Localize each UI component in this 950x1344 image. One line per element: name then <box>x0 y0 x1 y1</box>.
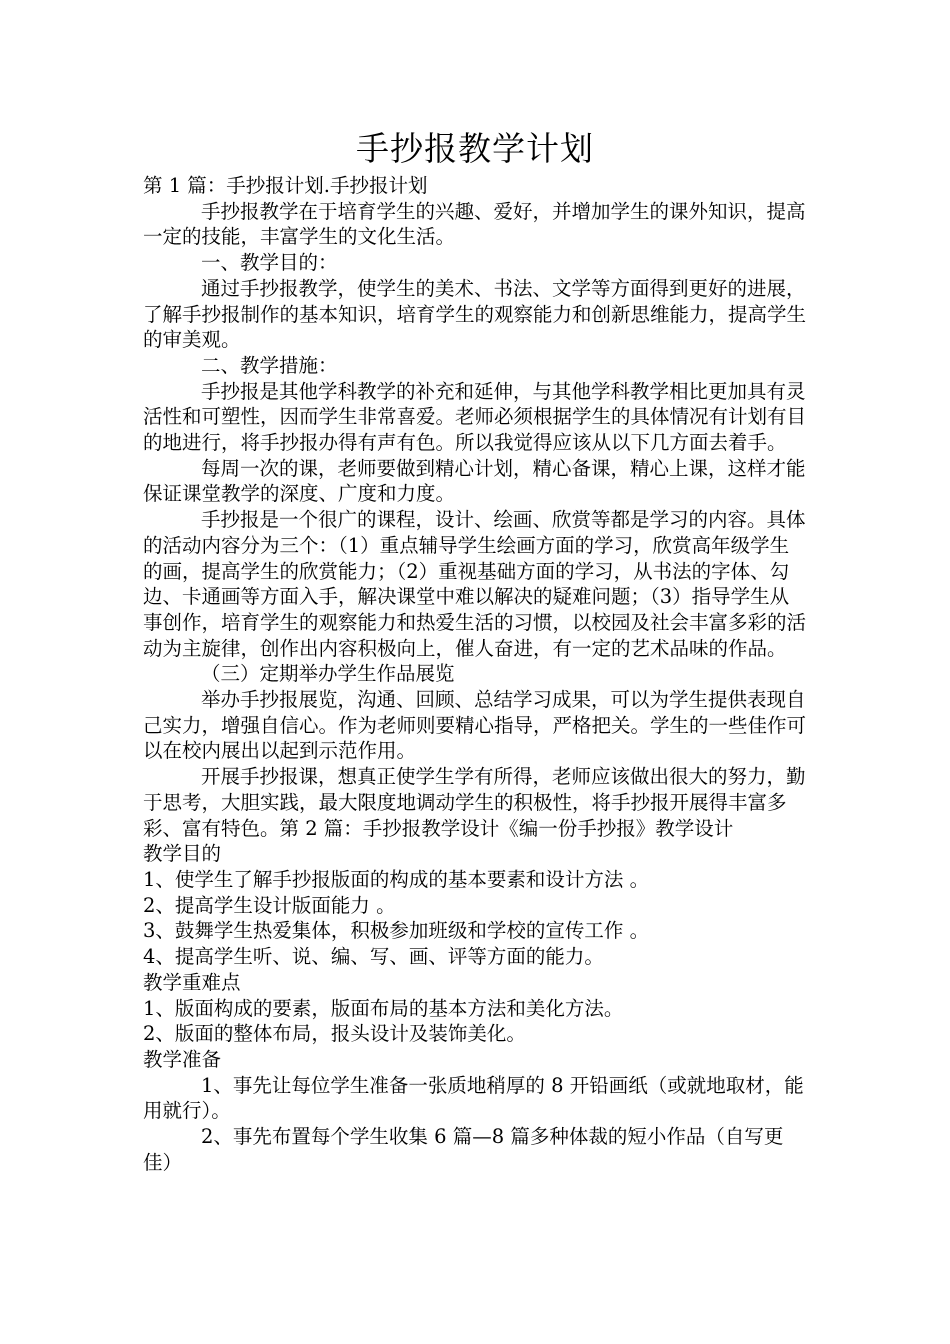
paragraph-weekly-class: 每周一次的课，老师要做到精心计划，精心备课，精心上课，这样才能保证课堂教学的深度、广度和力度。 <box>143 456 806 506</box>
paragraph-exhibition: 举办手抄报展览，沟通、回顾、总结学习成果，可以为学生提供表现自己实力，增强自信心。作为老师则要精心指导，严格把关。学生的一些佳作可以在校内展出以起到示范作用。 <box>143 688 807 763</box>
list-item-difficulty-2: 2、版面的整体布局，报头设计及装饰美化。 <box>143 1022 526 1046</box>
heading-teaching-goals: 教学目的 <box>143 842 222 866</box>
list-item-goal-1: 1、使学生了解手抄报版面的构成的基本要素和设计方法 。 <box>143 867 650 891</box>
paragraph-conclusion-part-2: 开展手抄报课，想真正使学生学有所得，老师应该做出很大的努力，勤于思考，大胆实践，最大限度地调动学生的积极性，将手抄报开展得丰富多彩、富有特色。第 2 篇：手抄报教学设计《编一份手抄报》教学设计 <box>143 765 806 840</box>
paragraph-measures-overview: 手抄报是其他学科教学的补充和延伸，与其他学科教学相比更加具有灵活性和可塑性，因而学生非常喜爱。老师必须根据学生的具体情况有计划有目的地进行，将手抄报办得有声有色。所以我觉得应该从以下几方面去着手。 <box>143 379 807 455</box>
heading-exhibition: （三）定期举办学生作品展览 <box>201 662 455 686</box>
paragraph-activity-content: 手抄报是一个很广的课程，设计、绘画、欣赏等都是学习的内容。具体的活动内容分为三个：（1）重点辅导学生绘画方面的学习，欣赏高年级学生的画，提高学生的欣赏能力；（2）重视基础方面的学习，从书法的字体、勾边、卡通画等方面入手，解决课堂中难以解决的疑难问题；（3）指导学生从事创作，培育学生的观察能力和热爱生活的习惯，以校园及社会丰富多彩的活动为主旋律，创作出内容积极向上，催人奋进，有一定的艺术品味的作品。 <box>143 508 807 660</box>
list-item-goal-3: 3、鼓舞学生热爱集体，积极参加班级和学校的宣传工作 。 <box>143 919 650 943</box>
list-item-preparation-2: 2、事先布置每个学生收集 6 篇—8 篇多种体裁的短小作品（自写更佳） <box>143 1125 784 1174</box>
document-body <box>143 173 807 1175</box>
paragraph-intro: 手抄报教学在于培育学生的兴趣、爱好，并增加学生的课外知识，提高一定的技能，丰富学生的文化生活。 <box>143 199 806 249</box>
list-item-preparation-1: 1、事先让每位学生准备一张质地稍厚的 8 开铅画纸（或就地取材，能用就行）。 <box>143 1073 804 1123</box>
list-item-goal-4: 4、提高学生听、说、编、写、画、评等方面的能力。 <box>143 945 604 969</box>
list-item-difficulty-1: 1、版面构成的要素，版面布局的基本方法和美化方法。 <box>143 996 624 1020</box>
document-title: 手抄报教学计划 <box>356 129 594 168</box>
section-heading-part-1: 第 1 篇：手抄报计划.手抄报计划 <box>143 174 428 197</box>
heading-preparation: 教学准备 <box>143 1047 222 1071</box>
heading-teaching-measures: 二、教学措施： <box>201 353 338 377</box>
heading-teaching-purpose: 一、教学目的： <box>201 251 338 275</box>
paragraph-teaching-purpose: 通过手抄报教学，使学生的美术、书法、文学等方面得到更好的进展，了解手抄报制作的基本知识，培育学生的观察能力和创新思维能力，提高学生的审美观。 <box>143 276 807 352</box>
list-item-goal-2: 2、提高学生设计版面能力 。 <box>143 893 396 917</box>
heading-key-difficulties: 教学重难点 <box>143 970 241 994</box>
